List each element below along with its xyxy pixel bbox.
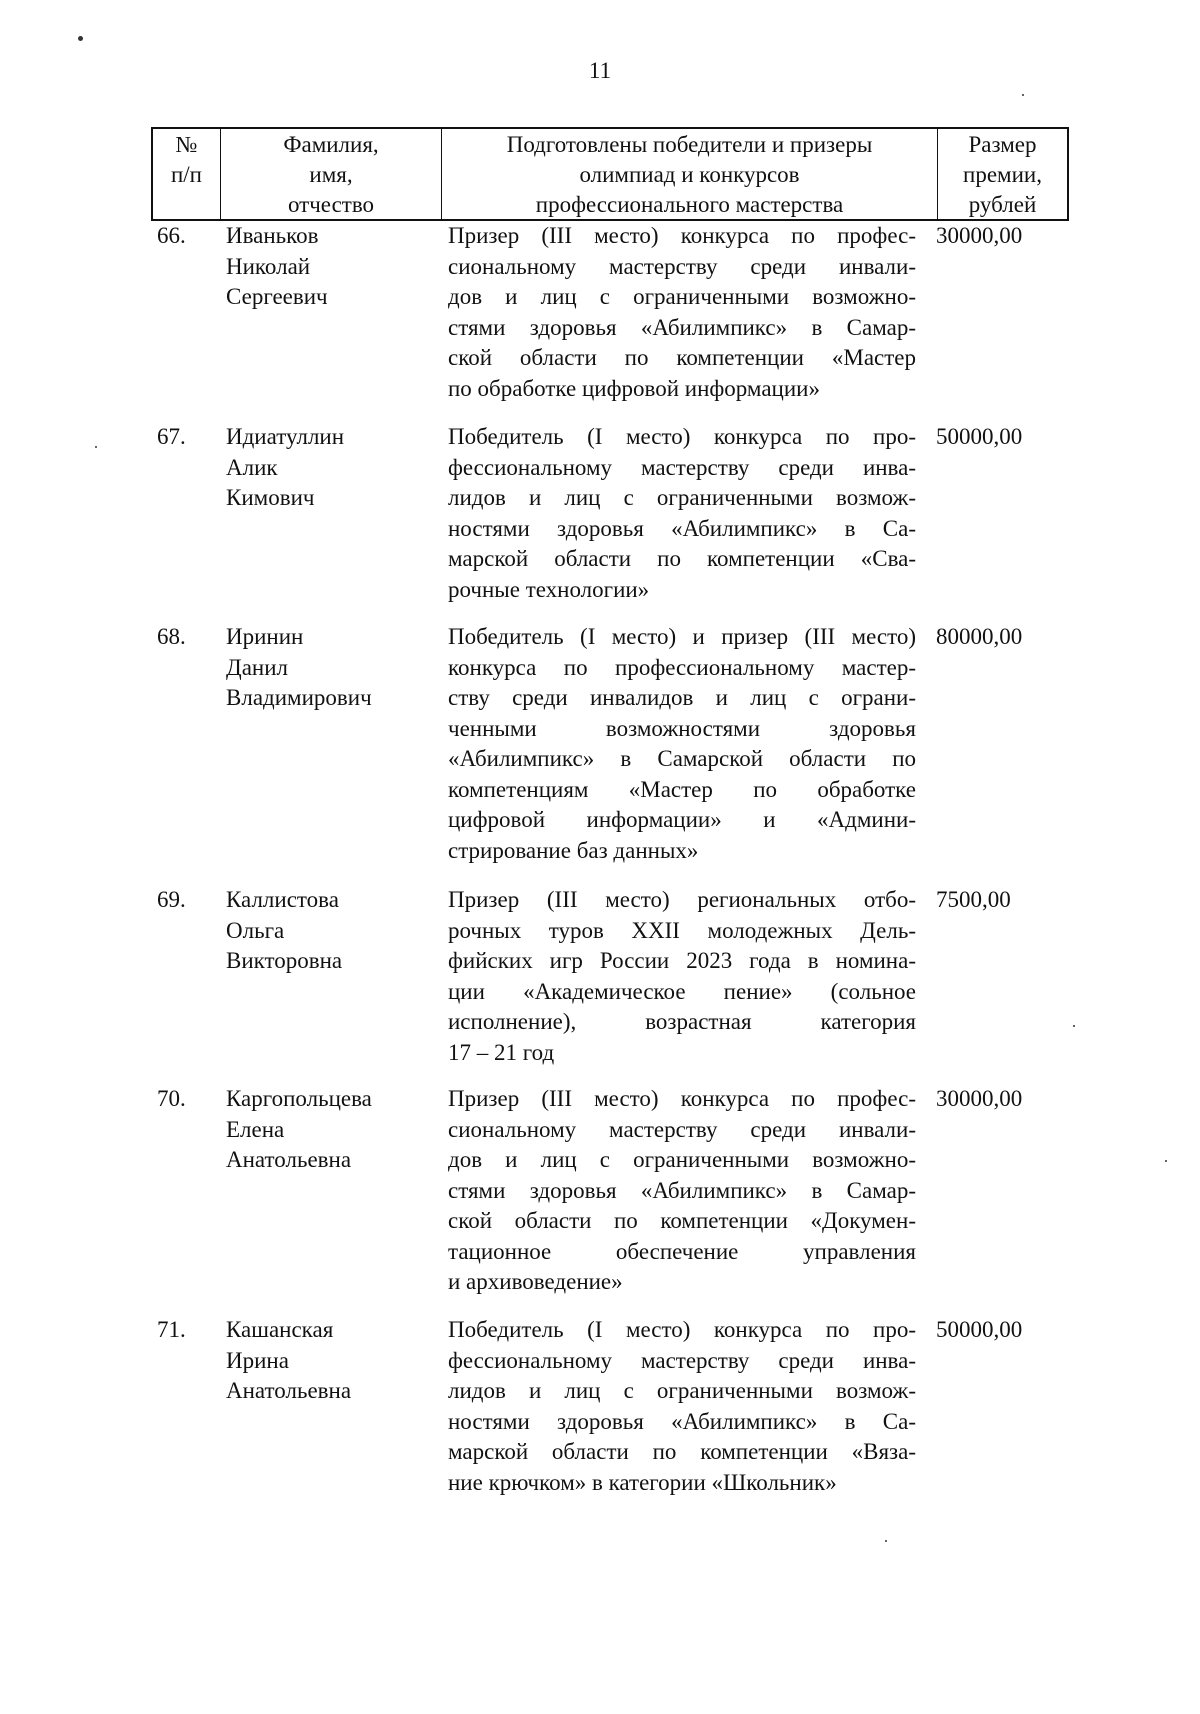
description-line: ству среди инвалидов и лиц с ограни- (448, 685, 916, 710)
first-name: Данил (226, 654, 288, 680)
description-line: компетенциям «Мастер по обработке (448, 776, 916, 802)
description-line: марской области по компетенции «Вяза- (448, 1439, 916, 1464)
description-line: «Абилимпикс» в Самарской области по (448, 746, 916, 771)
first-name: Ирина (226, 1347, 289, 1373)
row-name (226, 221, 426, 313)
patronymic: Кимович (226, 485, 315, 510)
description-line: марской области по компетенции «Сва- (448, 546, 916, 571)
row-name (226, 885, 426, 977)
header-name-cell (220, 129, 441, 219)
description-line: по обработке цифровой информации» (448, 375, 820, 401)
surname: Идиатуллин (226, 424, 345, 449)
description-line: дов и лиц с ограниченными возможно- (448, 1147, 916, 1172)
row-description (448, 221, 916, 404)
row-amount: 30000,00 (936, 1086, 1023, 1111)
header-description-cell (441, 129, 937, 219)
description-line: ченными возможностями здоровья (448, 715, 916, 741)
patronymic: Анатольевна (226, 1378, 352, 1403)
first-name: Николай (226, 253, 311, 279)
description-line: Победитель (I место) конкурса по про- (448, 424, 916, 449)
scan-speck (885, 1540, 887, 1542)
header-amount-line: премии, (963, 162, 1042, 187)
description-line: сиональному мастерству среди инвали- (448, 253, 916, 279)
description-line: фийских игр России 2023 года в номина- (448, 948, 916, 973)
row-amount: 50000,00 (936, 424, 1023, 449)
row-number: 70. (157, 1086, 186, 1111)
description-line: рочные технологии» (448, 576, 650, 602)
scan-speck (78, 36, 83, 41)
description-line: Победитель (I место) и призер (III место) (448, 624, 916, 649)
header-description-line: Подготовлены победители и призеры (506, 132, 873, 157)
row-number: 69. (157, 887, 186, 912)
description-line: Призер (III место) региональных отбо- (448, 887, 916, 912)
surname: Иринин (226, 624, 304, 649)
scan-speck (95, 446, 97, 448)
description-line: стями здоровья «Абилимпикс» в Самар- (448, 314, 916, 340)
first-name: Алик (226, 454, 278, 480)
row-description (448, 885, 916, 1068)
row-description (448, 422, 916, 605)
description-line: ской области по компетенции «Докумен- (448, 1208, 916, 1233)
description-line: дов и лиц с ограниченными возможно- (448, 284, 916, 309)
patronymic: Сергеевич (226, 284, 328, 309)
description-line: 17 – 21 год (448, 1039, 555, 1065)
row-amount: 50000,00 (936, 1317, 1023, 1342)
row-description (448, 1084, 916, 1298)
header-number-cell (153, 129, 220, 219)
row-amount: 80000,00 (936, 624, 1023, 649)
description-line: рочных туров XXII молодежных Дель- (448, 917, 916, 943)
description-line: тационное обеспечение управления (448, 1238, 916, 1264)
description-line: стями здоровья «Абилимпикс» в Самар- (448, 1177, 916, 1203)
row-number: 67. (157, 424, 186, 449)
row-name (226, 1084, 426, 1176)
row-number: 68. (157, 624, 186, 649)
header-amount-line: рублей (968, 192, 1037, 217)
description-line: стрирование баз данных» (448, 837, 699, 863)
header-number-line: № (175, 132, 198, 157)
description-line: Победитель (I место) конкурса по про- (448, 1317, 916, 1342)
description-line: лидов и лиц с ограниченными возмож- (448, 485, 916, 510)
description-line: ностями здоровья «Абилимпикс» в Са- (448, 515, 916, 541)
header-number-line: п/п (170, 162, 202, 187)
row-number: 66. (157, 223, 186, 248)
patronymic: Викторовна (226, 948, 343, 973)
description-line: исполнение), возрастная категория (448, 1009, 916, 1034)
scan-speck (1073, 1025, 1075, 1027)
row-number: 71. (157, 1317, 186, 1342)
scan-speck (1165, 1160, 1167, 1162)
header-name-line: отчество (287, 192, 375, 217)
first-name: Ольга (226, 917, 285, 943)
row-name (226, 1315, 426, 1407)
header-amount-cell (937, 129, 1067, 219)
description-line: сиональному мастерству среди инвали- (448, 1116, 916, 1142)
first-name: Елена (226, 1116, 285, 1142)
patronymic: Владимирович (226, 685, 372, 710)
page-number: 11 (588, 58, 612, 83)
header-description-line: олимпиад и конкурсов (579, 162, 800, 187)
description-line: фессиональному мастерству среди инва- (448, 454, 916, 480)
header-name-line: Фамилия, (283, 132, 379, 157)
scan-speck (1022, 94, 1024, 96)
description-line: ние крючком» в категории «Школьник» (448, 1469, 837, 1495)
surname: Иваньков (226, 223, 319, 248)
row-name (226, 622, 426, 714)
description-line: конкурса по профессиональному мастер- (448, 654, 916, 680)
patronymic: Анатольевна (226, 1147, 352, 1172)
table-header (151, 127, 1069, 221)
description-line: лидов и лиц с ограниченными возмож- (448, 1378, 916, 1403)
row-amount: 30000,00 (936, 223, 1023, 248)
description-line: фессиональному мастерству среди инва- (448, 1347, 916, 1373)
surname: Каллистова (226, 887, 339, 912)
description-line: ции «Академическое пение» (сольное (448, 978, 916, 1004)
header-description-line: профессионального мастерства (535, 192, 844, 217)
surname: Каргопольцева (226, 1086, 372, 1111)
row-description (448, 622, 916, 866)
row-amount: 7500,00 (936, 887, 1011, 912)
description-line: цифровой информации» и «Админи- (448, 807, 916, 832)
description-line: и архивоведение» (448, 1269, 623, 1294)
description-line: ностями здоровья «Абилимпикс» в Са- (448, 1408, 916, 1434)
header-name-line: имя, (309, 162, 353, 187)
description-line: Призер (III место) конкурса по профес- (448, 1086, 916, 1111)
header-amount-line: Размер (968, 132, 1037, 157)
row-description (448, 1315, 916, 1498)
row-name (226, 422, 426, 514)
description-line: Призер (III место) конкурса по профес- (448, 223, 916, 248)
surname: Кашанская (226, 1317, 334, 1342)
description-line: ской области по компетенции «Мастер (448, 345, 916, 370)
